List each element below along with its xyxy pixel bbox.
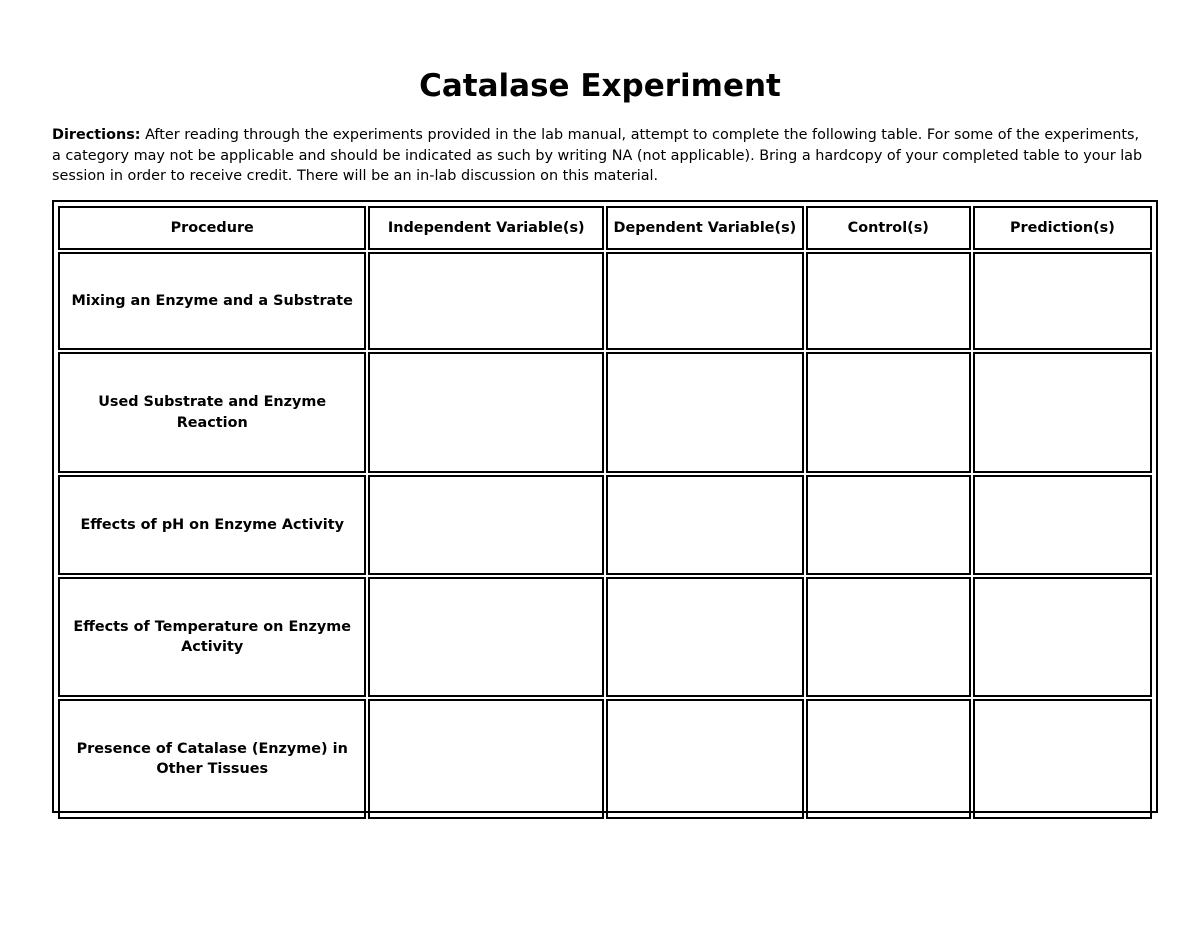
table-row xyxy=(58,577,1152,697)
header-procedure: Procedure xyxy=(58,206,366,250)
procedure-cell: Used Substrate and Enzyme Reaction xyxy=(58,352,366,473)
dependent-variable-cell[interactable] xyxy=(606,577,804,697)
control-cell[interactable] xyxy=(806,699,971,819)
dependent-variable-cell[interactable] xyxy=(606,352,804,473)
independent-variable-cell[interactable] xyxy=(368,475,604,575)
header-predictions: Prediction(s) xyxy=(973,206,1152,250)
procedure-cell: Mixing an Enzyme and a Substrate xyxy=(58,252,366,350)
independent-variable-cell[interactable] xyxy=(368,577,604,697)
table-row xyxy=(58,252,1152,350)
prediction-cell[interactable] xyxy=(973,475,1152,575)
control-cell[interactable] xyxy=(806,475,971,575)
procedure-cell: Effects of Temperature on Enzyme Activity xyxy=(58,577,366,697)
experiment-table-frame xyxy=(52,200,1158,813)
table-row xyxy=(58,352,1152,473)
independent-variable-cell[interactable] xyxy=(368,352,604,473)
prediction-cell[interactable] xyxy=(973,577,1152,697)
prediction-cell[interactable] xyxy=(973,699,1152,819)
header-controls: Control(s) xyxy=(806,206,971,250)
directions-paragraph xyxy=(52,125,1152,187)
prediction-cell[interactable] xyxy=(973,352,1152,473)
header-independent-variables: Independent Variable(s) xyxy=(368,206,604,250)
directions-text: After reading through the experiments provided in the lab manual, attempt to complete the following table. For some of the experiments, a category may not be applicable and should be indicated as such by writing NA (not applicable). Bring a hardcopy of your completed table to your lab session in order to receive credit. There will be an in-lab discussion on this material. xyxy=(52,127,1143,184)
independent-variable-cell[interactable] xyxy=(368,252,604,350)
procedure-cell: Effects of pH on Enzyme Activity xyxy=(58,475,366,575)
dependent-variable-cell[interactable] xyxy=(606,252,804,350)
control-cell[interactable] xyxy=(806,577,971,697)
control-cell[interactable] xyxy=(806,252,971,350)
header-dependent-variables: Dependent Variable(s) xyxy=(606,206,804,250)
procedure-cell: Presence of Catalase (Enzyme) in Other Tissues xyxy=(58,699,366,819)
experiment-table xyxy=(56,204,1154,821)
dependent-variable-cell[interactable] xyxy=(606,475,804,575)
control-cell[interactable] xyxy=(806,352,971,473)
dependent-variable-cell[interactable] xyxy=(606,699,804,819)
directions-label: Directions: xyxy=(52,127,141,143)
table-row xyxy=(58,699,1152,819)
independent-variable-cell[interactable] xyxy=(368,699,604,819)
prediction-cell[interactable] xyxy=(973,252,1152,350)
page-title: Catalase Experiment xyxy=(419,68,781,104)
table-row xyxy=(58,475,1152,575)
table-header-row xyxy=(58,206,1152,250)
